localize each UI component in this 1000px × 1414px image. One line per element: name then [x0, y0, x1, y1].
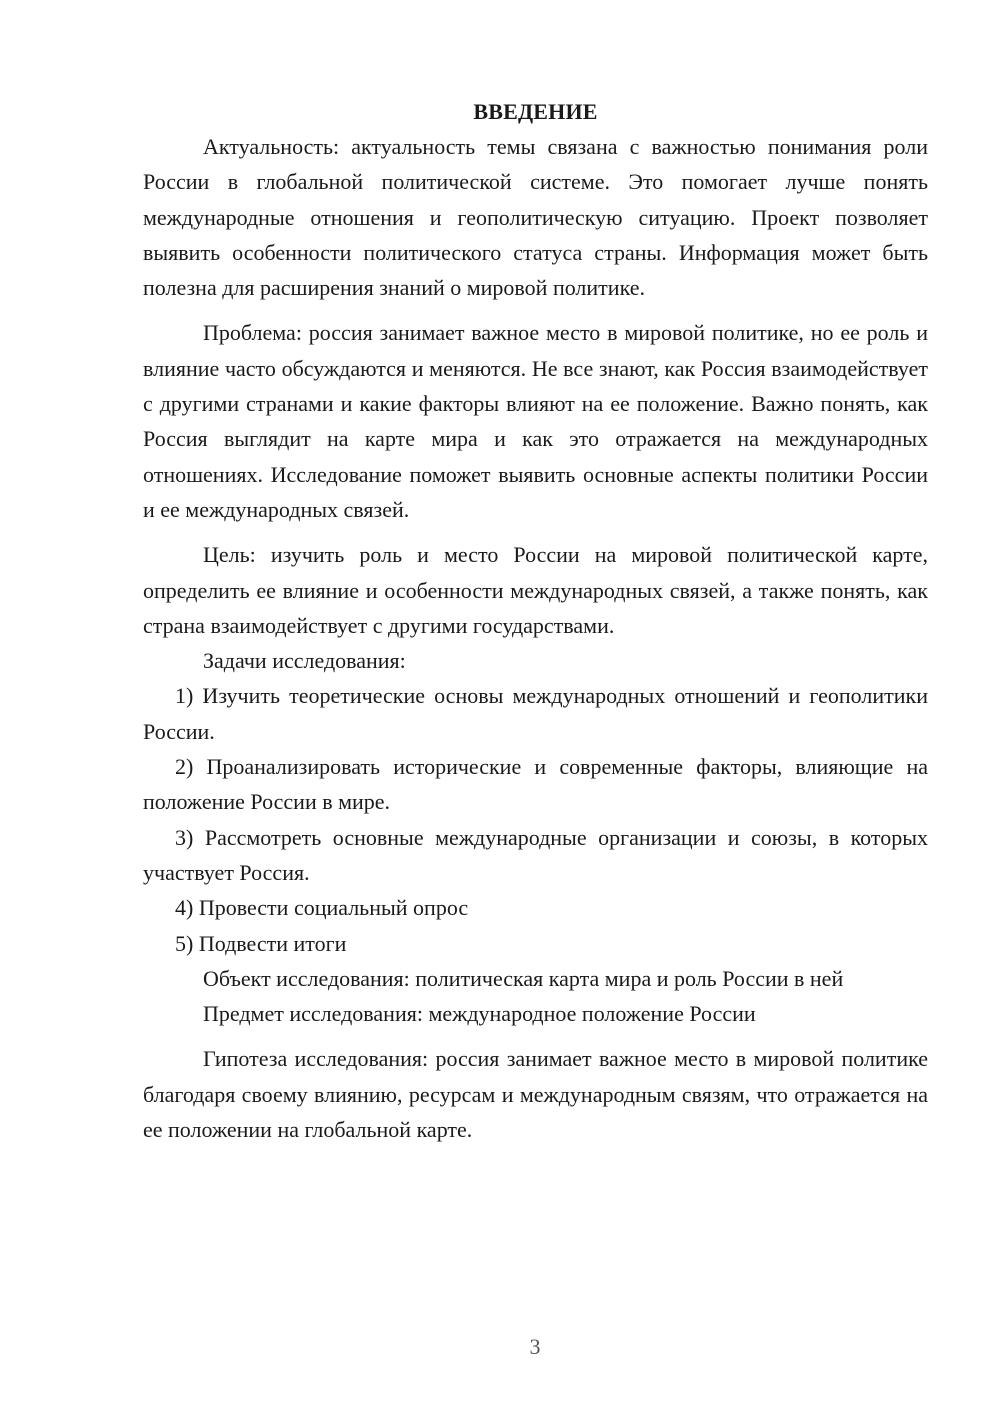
document-page — [143, 94, 928, 1147]
goal-paragraph: Цель: изучить роль и место России на мировой политической карте, определить ее влияние и особенности международных связей, а также понять, как страна взаимодействует с другими государствами. — [143, 542, 928, 638]
problem-paragraph: Проблема: россия занимает важное место в мировой политике, но ее роль и влияние часто обсуждаются и меняются. Не все знают, как Россия взаимодействует с другими странами и какие факторы влияют на ее положение. Важно понять, как Россия выглядит на карте мира и как это отражается на международных отношениях. Исследование поможет выявить основные аспекты политики России и ее международных связей. — [143, 320, 928, 522]
task-item-1: 1) Изучить теоретические основы международных отношений и геополитики России. — [143, 683, 928, 744]
tasks-heading: Задачи исследования: — [203, 648, 406, 674]
task-item-4: 4) Провести социальный опрос — [175, 895, 469, 921]
task-item-2: 2) Проанализировать исторические и современные факторы, влияющие на положение России в мире. — [143, 754, 928, 815]
hypothesis-paragraph: Гипотеза исследования: россия занимает важное место в мировой политике благодаря своему влиянию, ресурсам и международным связям, что отражается на ее положении на глобальной карте. — [143, 1046, 928, 1143]
page-title: ВВЕДЕНИЕ — [473, 99, 598, 124]
page-number: 3 — [529, 1334, 541, 1359]
relevance-paragraph: Актуальность: актуальность темы связана с важностью понимания роли России в глобальной политической системе. Это помогает лучше понять международные отношения и геополитическую ситуацию. Проект позволяет выявить особенности политического статуса страны. Информация может быть полезна для расширения знаний о мировой политике. — [143, 134, 928, 301]
object-paragraph: Объект исследования: политическая карта мира и роль России в ней — [203, 965, 844, 991]
subject-paragraph: Предмет исследования: международное положение России — [203, 1001, 756, 1027]
task-item-5: 5) Подвести итоги — [175, 930, 347, 956]
task-item-3: 3) Рассмотреть основные международные организации и союзы, в которых участвует Россия. — [143, 824, 928, 885]
